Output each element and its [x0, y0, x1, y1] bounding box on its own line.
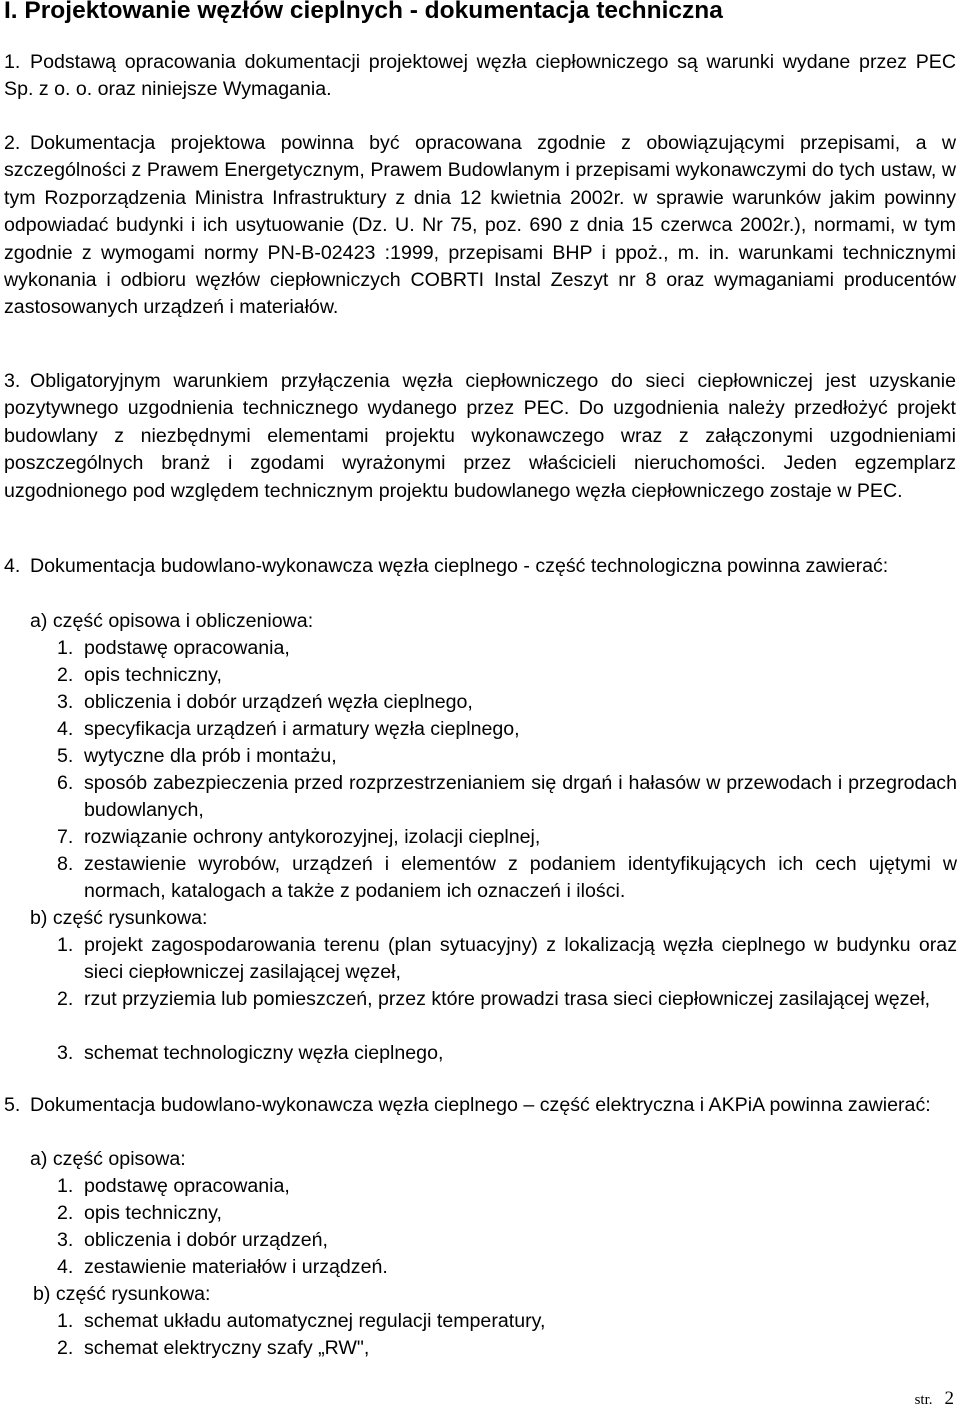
section-number: 1. — [4, 51, 21, 73]
section-text: Podstawą opracowania dokumentacji projektowej węzła ciepłowniczego są warunki wydane przez PEC Sp. z o. o. oraz niniejsze Wymagania. — [4, 51, 956, 101]
section-number: 2. — [4, 132, 21, 154]
section-text: Dokumentacja budowlano-wykonawcza węzła cieplnego - część technologiczna powinna zawierać: — [30, 555, 889, 577]
section-4 — [4, 553, 956, 580]
list-item: 2. opis techniczny, — [57, 1202, 222, 1224]
section-4-part-a-label: a) część opisowa i obliczeniowa: — [30, 610, 314, 632]
list-item: 2. opis techniczny, — [57, 664, 222, 686]
list-item: 1. podstawę opracowania, — [57, 637, 290, 659]
list-item: 1. schemat układu automatycznej regulacji temperatury, — [57, 1310, 546, 1332]
section-text: Dokumentacja projektowa powinna być opracowana zgodnie z obowiązującymi przepisami, a w szczególności z Prawem Energetycznym, Prawem Budowlanym i przepisami wykonawczymi do tych ustaw, w tym Rozporządzenia Ministra Infrastruktury z dnia 12 kwietnia 2002r. w sprawie warunków jakim powinny odpowiadać budynki i ich usytuowanie (Dz. U. Nr 75, poz. 690 z dnia 15 czerwca 2002r.), normami, w tym zgodnie z wymogami normy PN-B-02423 :1999, przepisami BHP i ppoż., m. in. warunkami technicznymi wykonania i odbioru węzłów ciepłowniczych COBRTI Instal Zeszyt nr 8 oraz wymaganiami producentów zastosowanych urządzeń i materiałów. — [4, 132, 956, 319]
list-item: 2. schemat elektryczny szafy „RW", — [57, 1337, 370, 1359]
section-5 — [4, 1092, 956, 1119]
page-number: 2 — [944, 1388, 954, 1409]
section-5-part-b-label: b) część rysunkowa: — [33, 1283, 211, 1305]
list-item: 3. obliczenia i dobór urządzeń, — [57, 1229, 328, 1251]
section-2 — [4, 130, 956, 322]
section-number: 5. — [4, 1094, 21, 1116]
section-1 — [4, 49, 956, 104]
list-item: 8. zestawienie wyrobów, urządzeń i elementów z podaniem identyfikujących ich cech ujętymi w normach, katalogach a także z podaniem ich oznaczeń i ilości. — [57, 853, 957, 903]
list-item: 5. wytyczne dla prób i montażu, — [57, 745, 337, 767]
list-item: 1. projekt zagospodarowania terenu (plan sytuacyjny) z lokalizacją węzła cieplnego w budynku oraz sieci ciepłowniczej zasilającej węzeł, — [57, 934, 957, 984]
list-item: 3. obliczenia i dobór urządzeń węzła cieplnego, — [57, 691, 473, 713]
page-label: str. — [914, 1392, 933, 1408]
list-item: 2. rzut przyziemia lub pomieszczeń, przez które prowadzi trasa sieci ciepłowniczej zasilającej węzeł, — [57, 988, 931, 1010]
section-text: Obligatoryjnym warunkiem przyłączenia węzła ciepłowniczego do sieci ciepłowniczej jest uzyskanie pozytywnego uzgodnienia technicznego wydanego przez PEC. Do uzgodnienia należy przedłożyć projekt budowlany z niezbędnymi elementami projektu wykonawczego wraz z załączonymi uzgodnieniami poszczególnych branż i zgodami wyrażonymi przez właścicieli nieruchomości. Jeden egzemplarz uzgodnionego pod względem technicznym projektu budowlanego węzła ciepłowniczego zostaje w PEC. — [4, 370, 956, 502]
section-3 — [4, 368, 956, 505]
list-item: 7. rozwiązanie ochrony antykorozyjnej, izolacji cieplnej, — [57, 826, 541, 848]
section-number: 4. — [4, 555, 21, 577]
list-item: 4. zestawienie materiałów i urządzeń. — [57, 1256, 388, 1278]
list-item: 4. specyfikacja urządzeń i armatury węzła cieplnego, — [57, 718, 520, 740]
document-title: I. Projektowanie węzłów cieplnych - dokumentacja techniczna — [4, 0, 723, 24]
section-5-part-a-label: a) część opisowa: — [30, 1148, 186, 1170]
page-footer — [915, 1388, 954, 1410]
list-item: 1. podstawę opracowania, — [57, 1175, 290, 1197]
list-item: 6. sposób zabezpieczenia przed rozprzestrzenianiem się drgań i hałasów w przewodach i przegrodach budowlanych, — [57, 772, 957, 822]
section-4-part-b-label: b) część rysunkowa: — [30, 907, 208, 929]
section-text: Dokumentacja budowlano-wykonawcza węzła cieplnego – część elektryczna i AKPiA powinna zawierać: — [30, 1094, 931, 1116]
list-item: 3. schemat technologiczny węzła cieplnego, — [57, 1042, 444, 1064]
section-number: 3. — [4, 370, 21, 392]
